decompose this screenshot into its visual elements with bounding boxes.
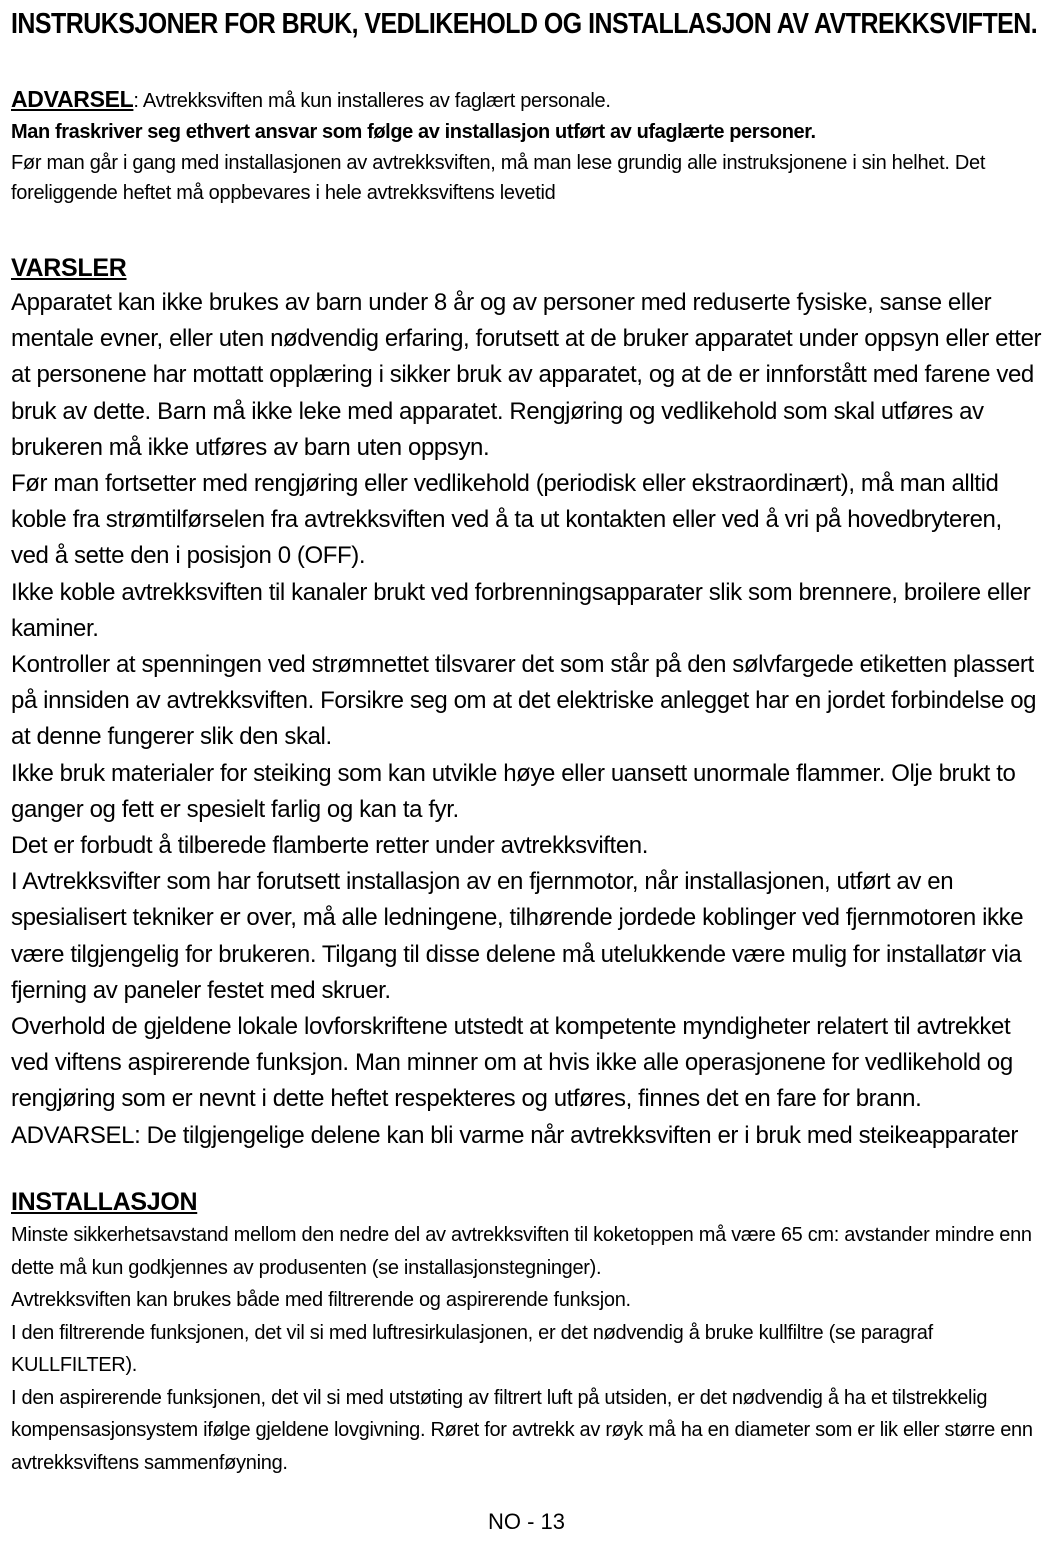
varsler-paragraph: Før man fortsetter med rengjøring eller vedlikehold (periodisk eller ekstraordinært), må man alltid koble fra strømtilførselen fra avtrekksviften ved å ta ut kontakten eller ved å vri på hovedbryteren, ved å sette den i posisjon 0 (OFF).: [11, 470, 1002, 570]
page-title: INSTRUKSJONER FOR BRUK, VEDLIKEHOLD OG INSTALLASJON AV AVTREKKSVIFTEN.: [11, 8, 1038, 40]
warning-line: [11, 84, 1045, 117]
installasjon-section: [11, 1185, 1045, 1479]
installasjon-paragraph: Avtrekksviften kan brukes både med filtrerende og aspirerende funksjon.: [11, 1289, 631, 1311]
warning-label: ADVARSEL: [11, 86, 134, 112]
varsler-section: [11, 251, 1045, 1154]
installasjon-heading: INSTALLASJON: [11, 1188, 198, 1216]
warning-section: [11, 84, 1045, 208]
varsler-paragraph: Overhold de gjeldene lokale lovforskriftene utstedt at kompetente myndigheter relatert til avtrekket ved viftens aspirerende funksjon. Man minner om at hvis ikke alle operasjonene for vedlikehold og rengjøring som er nevnt i dette heftet respekteres og utføres, finnes det en fare for brann.: [11, 1013, 1013, 1113]
varsler-paragraph: Ikke bruk materialer for steiking som kan utvikle høye eller uansett unormale flammer. Olje brukt to ganger og fett er spesielt farlig og kan ta fyr.: [11, 759, 1016, 823]
installasjon-paragraph: I den filtrerende funksjonen, det vil si med luftresirkulasjonen, er det nødvendig å bruke kullfiltre (se paragraf KULLFILTER).: [11, 1321, 933, 1376]
varsler-paragraph: Det er forbudt å tilberede flamberte retter under avtrekksviften.: [11, 832, 648, 860]
installasjon-paragraph: I den aspirerende funksjonen, det vil si med utstøting av filtrert luft på utsiden, er det nødvendig å ha et tilstrekkelig kompensasjonsystem ifølge gjeldene lovgivning. Røret for avtrekk av røyk må ha en diameter som er lik eller større enn avtrekksviftens sammenføyning.: [11, 1386, 1033, 1474]
varsler-paragraph: Ikke koble avtrekksviften til kanaler brukt ved forbrenningsapparater slik som brennere, broilere eller kaminer.: [11, 578, 1031, 642]
warning-text: : Avtrekksviften må kun installeres av faglært personale.: [133, 90, 611, 112]
intro-text: Før man går i gang med installasjonen av avtrekksviften, må man lese grundig alle instruksjonene i sin helhet. Det foreliggende heftet må oppbevares i hele avtrekksviftens levetid: [11, 152, 986, 204]
varsler-paragraph: ADVARSEL: De tilgjengelige delene kan bli varme når avtrekksviften er i bruk med steikeapparater: [11, 1121, 1019, 1149]
varsler-heading: VARSLER: [11, 254, 127, 282]
varsler-paragraph: Apparatet kan ikke brukes av barn under 8 år og av personer med reduserte fysiske, sanse eller mentale evner, eller uten nødvendig erfaring, forutsett at de bruker apparatet under oppsyn eller etter at personene har mottatt opplæring i sikker bruk av apparatet, og at de er innforstått med farene ved bruk av dette. Barn må ikke leke med apparatet. Rengjøring og vedlikehold som skal utføres av brukeren må ikke utføres av barn uten oppsyn.: [11, 289, 1042, 461]
varsler-paragraph: Kontroller at spenningen ved strømnettet tilsvarer det som står på den sølvfargede etiketten plassert på innsiden av avtrekksviften. Forsikre seg om at det elektriske anlegget har en jordet forbindelse og at denne fungerer slik den skal.: [11, 651, 1037, 751]
installasjon-paragraph: Minste sikkerhetsavstand mellom den nedre del av avtrekksviften til koketoppen må være 65 cm: avstander mindre enn dette må kun godkjennes av produsenten (se installasjonstegninger).: [11, 1224, 1032, 1279]
disclaimer-line: Man fraskriver seg ethvert ansvar som følge av installasjon utført av ufaglærte personer.: [11, 121, 816, 143]
page-number: NO - 13: [487, 1509, 566, 1534]
varsler-body: [11, 285, 1045, 1154]
varsler-paragraph: I Avtrekksvifter som har forutsett installasjon av en fjernmotor, når installasjonen, utført av en spesialisert tekniker er over, må alle ledningene, tilhørende jordede koblinger ved fjernmotoren ikke være tilgjengelig for brukeren. Tilgang til disse delene må utelukkende være mulig for installatør via fjerning av paneler festet med skruer.: [11, 868, 1024, 1004]
installasjon-body: [11, 1219, 1045, 1479]
